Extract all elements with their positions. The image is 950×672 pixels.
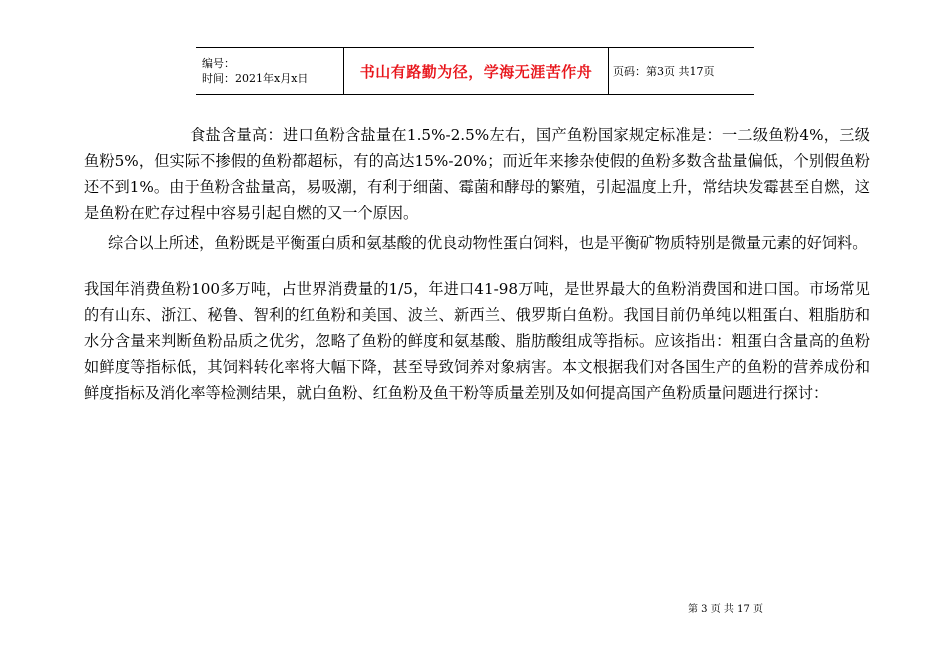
page-header [196,47,754,95]
document-body [84,122,870,406]
paragraph-consumption: 我国年消费鱼粉100多万吨，占世界消费量的1/5，年进口41-98万吨，是世界最大的鱼粉消费国和进口国。市场常见的有山东、浙江、秘鲁、智利的红鱼粉和美国、波兰、新西兰、俄罗斯白鱼粉。我国目前仍单纯以粗蛋白、粗脂肪和水分含量来判断鱼粉品质之优劣，忽略了鱼粉的鲜度和氨基酸、脂肪酸组成等指标。应该指出：粗蛋白含量高的鱼粉如鲜度等指标低，其饲料转化率将大幅下降，甚至导致饲养对象病害。本文根据我们对各国生产的鱼粉的营养成份和鲜度指标及消化率等检测结果，就白鱼粉、红鱼粉及鱼干粉等质量差别及如何提高国产鱼粉质量问题进行探讨： [84,280,870,402]
paragraph-summary: 综合以上所述，鱼粉既是平衡蛋白质和氨基酸的优良动物性蛋白饲料，也是平衡矿物质特别是微量元素的好饲料。 [108,234,868,252]
document-date-label: 时间：2021年x月x日 [202,72,309,85]
paragraph-salt-content: 食盐含量高：进口鱼粉含盐量在1.5%-2.5%左右，国产鱼粉国家规定标准是：一二级鱼粉4%，三级鱼粉5%，但实际不掺假的鱼粉都超标，有的高达15%-20%；而近年来掺杂使假的鱼粉多数含盐量偏低，个别假鱼粉还不到1%。由于鱼粉含盐量高，易吸潮，有利于细菌、霉菌和酵母的繁殖，引起温度上升，常结块发霉甚至自燃，这是鱼粉在贮存过程中容易引起自燃的又一个原因。 [84,126,870,222]
header-page-number: 页码：第3页 共17页 [609,48,755,95]
header-meta-cell [196,48,344,95]
page-footer: 第 3 页 共 17 页 [688,604,763,615]
document-number-label: 编号： [202,57,235,70]
header-motto: 书山有路勤为径，学海无涯苦作舟 [344,48,609,95]
